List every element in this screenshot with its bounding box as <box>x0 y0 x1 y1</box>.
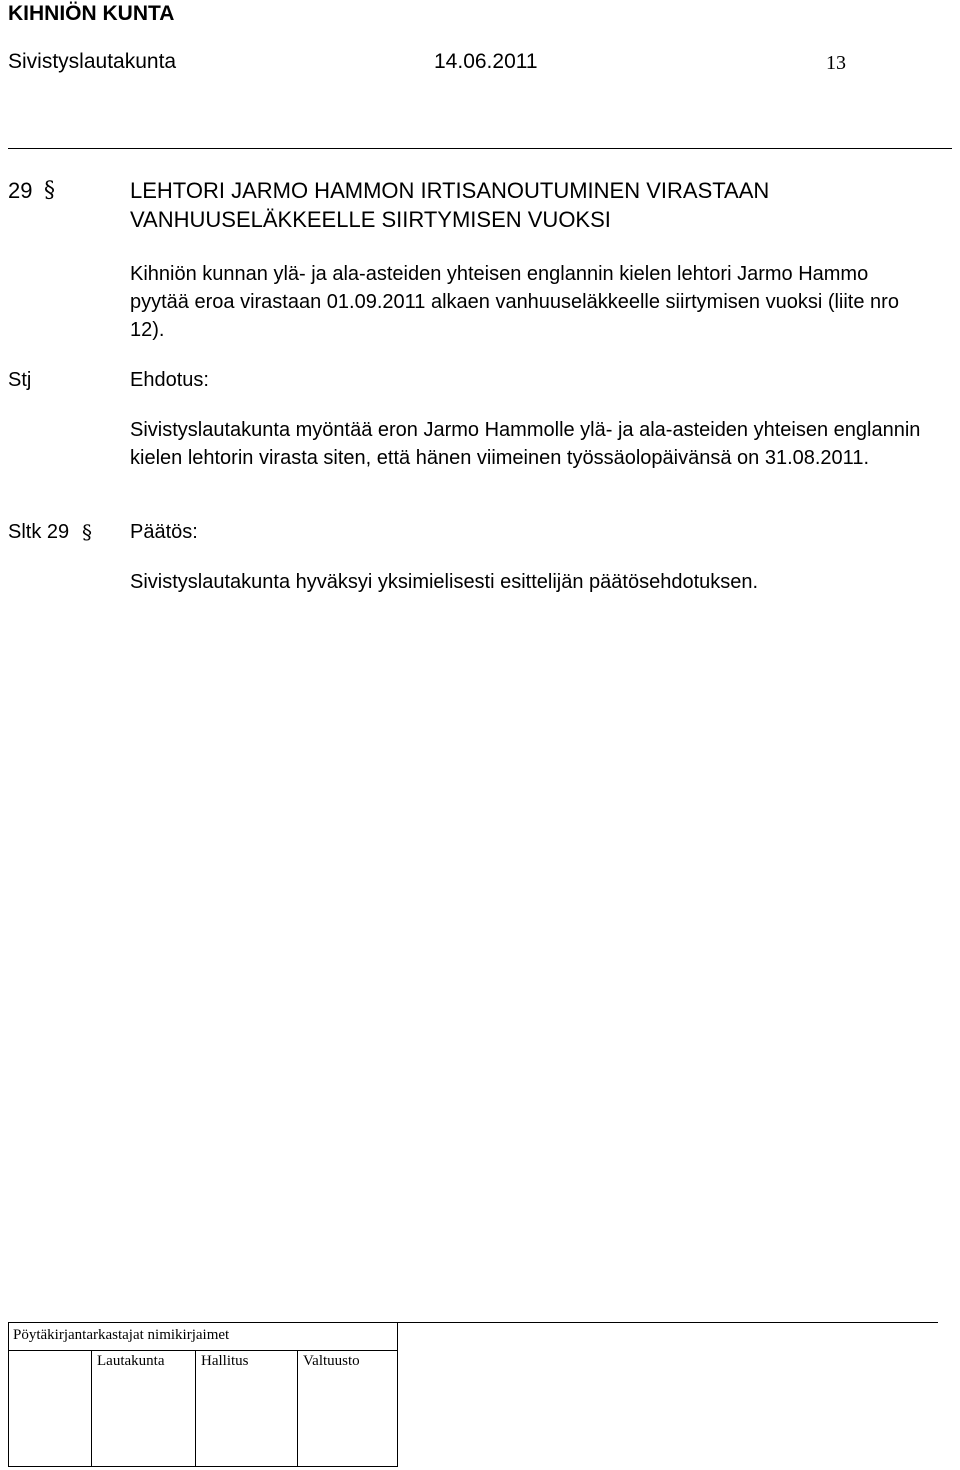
signature-column-board: Lautakunta <box>97 1353 165 1369</box>
signature-column-line <box>297 1350 298 1466</box>
meeting-date: 14.06.2011 <box>434 50 538 73</box>
section-symbol: § <box>44 178 55 203</box>
signature-column-government: Hallitus <box>201 1353 249 1369</box>
page-number: 13 <box>826 52 846 74</box>
proposal-heading: Ehdotus: <box>130 369 209 391</box>
committee-name: Sivistyslautakunta <box>8 50 177 73</box>
signature-box-divider <box>9 1350 397 1351</box>
organization-name: KIHNIÖN KUNTA <box>8 2 175 25</box>
proposal-text: Sivistyslautakunta myöntää eron Jarmo Hammolle ylä- ja ala-asteiden yhteisen englannin kielen lehtorin virasta siten, että hänen viimeinen työssäolopäivänsä on 31.08.2011. <box>130 419 921 469</box>
signature-box <box>8 1322 398 1467</box>
signature-box-heading: Pöytäkirjantarkastajat nimikirjaimet <box>13 1327 230 1343</box>
signature-column-line <box>91 1350 92 1466</box>
decision-heading: Päätös: <box>130 521 198 543</box>
decision-text: Sivistyslautakunta hyväksyi yksimielisesti esittelijän päätösehdotuksen. <box>130 571 759 593</box>
decision-symbol: § <box>82 520 92 544</box>
proposal-left-label: Stj <box>8 369 32 391</box>
section-number: 29 <box>8 178 33 203</box>
decision-left-label: Sltk 29 <box>8 521 70 543</box>
section-title-line2: VANHUUSELÄKKEELLE SIIRTYMISEN VUOKSI <box>130 207 611 232</box>
signature-column-line <box>195 1350 196 1466</box>
intro-paragraph: Kihniön kunnan ylä- ja ala-asteiden yhteisen englannin kielen lehtori Jarmo Hammo pyytää eroa virastaan 01.09.2011 alkaen vanhuuseläkkeelle siirtymisen vuoksi (liite nro 12). <box>130 263 899 341</box>
footer-top-rule <box>398 1322 938 1323</box>
section-title-line1: LEHTORI JARMO HAMMON IRTISANOUTUMINEN VIRASTAAN <box>130 178 770 203</box>
signature-column-council: Valtuusto <box>303 1353 360 1369</box>
header-divider <box>8 148 952 149</box>
